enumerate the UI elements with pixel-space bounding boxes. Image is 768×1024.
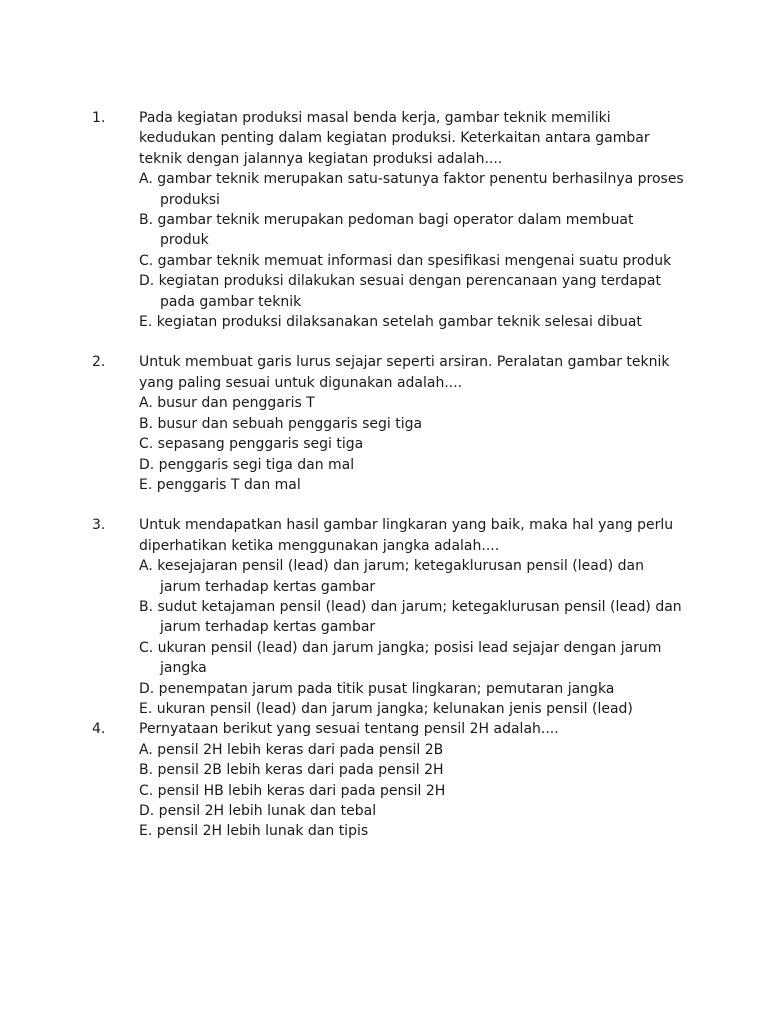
answer-option-c: C. gambar teknik memuat informasi dan spesifikasi mengenai suatu produk [139, 252, 672, 269]
question-4 [92, 719, 692, 841]
answer-option-b: B. gambar teknik merupakan pedoman bagi operator dalam membuat produk [139, 212, 634, 249]
question-number: 3. [92, 517, 106, 534]
answer-options [139, 740, 684, 842]
answer-option-b: B. pensil 2B lebih keras dari pada pensil 2H [139, 762, 444, 779]
answer-option-d: D. penggaris segi tiga dan mal [139, 456, 355, 473]
question-number: 4. [92, 721, 106, 738]
answer-options [139, 556, 684, 719]
answer-option-c: C. sepasang penggaris segi tiga [139, 436, 364, 453]
question-body [139, 352, 684, 495]
answer-option-c: C. pensil HB lebih keras dari pada pensil 2H [139, 782, 446, 799]
answer-option-d: D. penempatan jarum pada titik pusat lingkaran; pemutaran jangka [139, 680, 615, 697]
question-text: Untuk mendapatkan hasil gambar lingkaran yang baik, maka hal yang perlu diperhatikan ketika menggunakan jangka adalah.... [139, 517, 674, 554]
answer-option-a: A. kesejajaran pensil (lead) dan jarum; ketegaklurusan pensil (lead) dan jarum terhadap kertas gambar [139, 558, 644, 595]
question-number: 2. [92, 354, 106, 371]
question-body [139, 108, 684, 332]
question-3 [92, 515, 692, 719]
question-2 [92, 352, 692, 495]
answer-option-e: E. ukuran pensil (lead) dan jarum jangka; kelunakan jenis pensil (lead) [139, 700, 633, 717]
answer-option-d: D. kegiatan produksi dilakukan sesuai dengan perencanaan yang terdapat pada gambar teknik [139, 273, 661, 310]
answer-option-e: E. kegiatan produksi dilaksanakan setelah gambar teknik selesai dibuat [139, 314, 642, 331]
answer-option-a: A. busur dan penggaris T [139, 395, 315, 412]
question-text: Pada kegiatan produksi masal benda kerja, gambar teknik memiliki kedudukan penting dalam kegiatan produksi. Keterkaitan antara gambar teknik dengan jalannya kegiatan produksi adalah.... [139, 110, 650, 167]
answer-options [139, 169, 684, 332]
question-number: 1. [92, 110, 106, 126]
answer-option-d: D. pensil 2H lebih lunak dan tebal [139, 803, 377, 819]
answer-option-e: E. penggaris T dan mal [139, 476, 301, 493]
answer-option-a: A. pensil 2H lebih keras dari pada pensil 2B [139, 741, 444, 758]
question-text: Pernyataan berikut yang sesuai tentang pensil 2H adalah.... [139, 721, 559, 738]
answer-option-c: C. ukuran pensil (lead) dan jarum jangka; posisi lead sejajar dengan jarum jangka [139, 639, 662, 677]
question-body [139, 719, 684, 841]
question-text: Untuk membuat garis lurus sejajar seperti arsiran. Peralatan gambar teknik yang paling sesuai untuk digunakan adalah.... [139, 354, 670, 391]
answer-option-b: B. busur dan sebuah penggaris segi tiga [139, 415, 423, 432]
question-1 [92, 108, 692, 332]
answer-option-e: E. pensil 2H lebih lunak dan tipis [139, 823, 369, 840]
question-body [139, 515, 684, 719]
answer-options [139, 393, 684, 495]
answer-option-b: B. sudut ketajaman pensil (lead) dan jarum; ketegaklurusan pensil (lead) dan jarum terhadap kertas gambar [139, 598, 682, 636]
answer-option-a: A. gambar teknik merupakan satu-satunya faktor penentu berhasilnya proses produksi [139, 171, 684, 208]
